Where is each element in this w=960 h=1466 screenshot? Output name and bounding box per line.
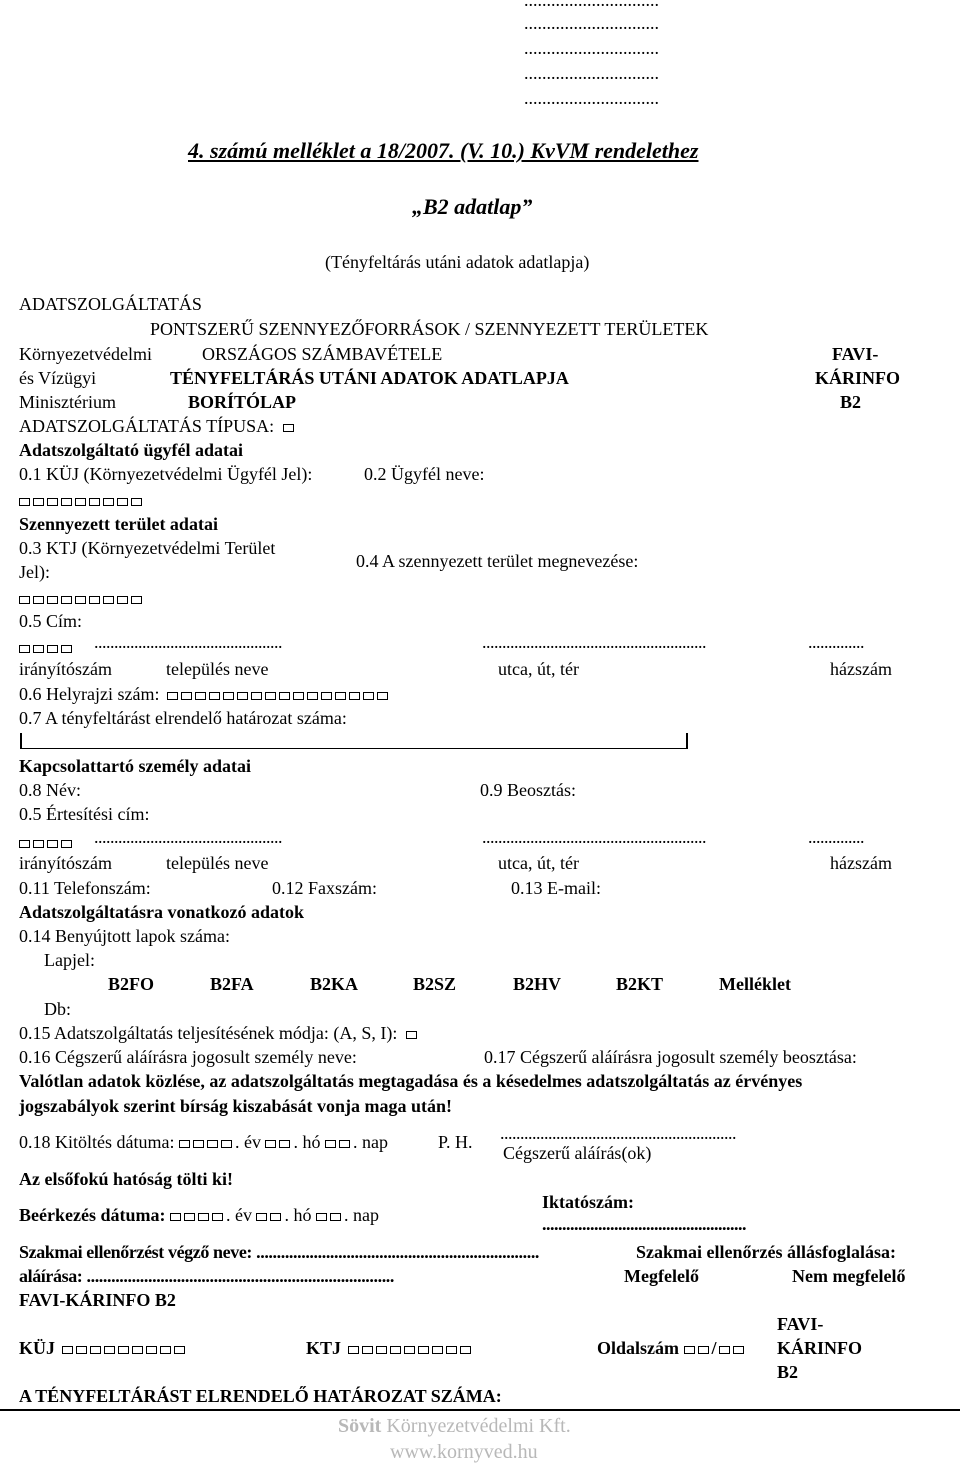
input-box[interactable]: [684, 1346, 695, 1354]
footer-right-2: KÁRINFO: [777, 1338, 862, 1358]
dot-line: ..............................: [524, 88, 659, 108]
arrival-year-boxes[interactable]: [170, 1206, 226, 1224]
input-box[interactable]: [349, 692, 360, 700]
input-box[interactable]: [33, 498, 44, 506]
code-melleklet: Melléklet: [719, 974, 791, 994]
input-box[interactable]: [279, 692, 290, 700]
arrival-day-boxes[interactable]: [316, 1206, 344, 1224]
input-box[interactable]: [376, 1346, 387, 1354]
input-box[interactable]: [47, 645, 58, 653]
fax-label: 0.12 Faxszám:: [272, 878, 377, 898]
input-box[interactable]: [19, 840, 30, 848]
input-box[interactable]: [47, 596, 58, 604]
code-b2fo: B2FO: [108, 974, 155, 994]
code-b2hv: B2HV: [513, 974, 562, 994]
footer-decree: A TÉNYFELTÁRÁST ELRENDELŐ HATÁROZAT SZÁMA:: [19, 1386, 502, 1406]
input-box[interactable]: [432, 1346, 443, 1354]
city-caption: település neve: [166, 659, 269, 679]
footer-kuj-text: KÜJ: [19, 1338, 55, 1358]
input-box[interactable]: [321, 692, 332, 700]
input-box[interactable]: [256, 1213, 267, 1221]
submission-section-title: Adatszolgáltatásra vonatkozó adatok: [19, 902, 305, 922]
input-box[interactable]: [160, 1346, 171, 1354]
contact-city-dots: ...............................................: [94, 827, 282, 847]
input-box[interactable]: [61, 596, 72, 604]
stamp-label: P. H.: [438, 1132, 473, 1152]
notify-label: 0.5 Értesítési cím:: [19, 804, 150, 824]
contact-name-label: 0.8 Név:: [19, 780, 81, 800]
footer-page-text: Oldalszám: [597, 1338, 680, 1358]
dot-line: ..............................: [524, 13, 659, 33]
page-number-boxes[interactable]: [684, 1339, 712, 1357]
footer-ktj: [306, 1339, 474, 1357]
contact-street-caption: utca, út, tér: [498, 853, 579, 873]
input-box[interactable]: [181, 692, 192, 700]
code-b2kt: B2KT: [616, 974, 664, 994]
input-box[interactable]: [221, 1140, 232, 1148]
decree-label: 0.7 A tényfeltárást elrendelő határozat száma:: [19, 708, 347, 728]
lot-label: [19, 685, 391, 703]
house-dots: ..............: [808, 632, 864, 652]
input-box[interactable]: [270, 1213, 281, 1221]
form-title: „B2 adatlap”: [412, 194, 533, 219]
input-box[interactable]: [184, 1213, 195, 1221]
input-box[interactable]: [90, 1346, 101, 1354]
kuj-boxes[interactable]: [19, 491, 145, 509]
center-line-3: BORÍTÓLAP: [188, 392, 297, 412]
footer-kuj: [19, 1339, 188, 1357]
watermark-company: Környezetvédelmi Kft.: [386, 1415, 571, 1437]
center-line-1: ORSZÁGOS SZÁMBAVÉTELE: [202, 344, 443, 364]
input-box[interactable]: [293, 692, 304, 700]
zip-caption: irányítószám: [19, 659, 112, 679]
input-box[interactable]: [131, 498, 142, 506]
type-label-text: ADATSZOLGÁLTATÁS TÍPUSA:: [19, 416, 275, 436]
input-box[interactable]: [118, 1346, 129, 1354]
ktj-label-2: Jel):: [19, 562, 50, 582]
watermark-brand: Sövit: [338, 1415, 382, 1437]
fill-date-text: 0.18 Kitöltés dátuma:: [19, 1132, 175, 1152]
arrival-day-caption: . nap: [343, 1205, 379, 1225]
input-box[interactable]: [75, 498, 86, 506]
input-box[interactable]: [209, 692, 220, 700]
ktj-label-1: 0.3 KTJ (Környezetvédelmi Terület: [19, 538, 276, 558]
contact-zip-caption: irányítószám: [19, 853, 112, 873]
arrival-year-caption: . év: [225, 1205, 252, 1225]
contact-city-caption: település neve: [166, 853, 269, 873]
input-box[interactable]: [460, 1346, 471, 1354]
page-total-boxes[interactable]: [719, 1339, 747, 1357]
input-box[interactable]: [223, 692, 234, 700]
input-box[interactable]: [19, 645, 30, 653]
checker-label: Szakmai ellenőrzést végző neve: .....................................................................: [19, 1242, 540, 1262]
input-box[interactable]: [363, 692, 374, 700]
arrival-month-boxes[interactable]: [256, 1206, 284, 1224]
input-box[interactable]: [19, 596, 30, 604]
page-heading: 4. számú melléklet a 18/2007. (V. 10.) KvVM rendelethez: [188, 138, 699, 163]
street-dots: ........................................................: [482, 632, 706, 652]
input-box[interactable]: [132, 1346, 143, 1354]
city-dots: ...............................................: [94, 632, 282, 652]
input-box[interactable]: [47, 840, 58, 848]
input-box[interactable]: [195, 692, 206, 700]
mode-label: [19, 1024, 420, 1042]
fill-month-boxes[interactable]: [265, 1133, 293, 1151]
input-box[interactable]: [265, 1140, 276, 1148]
warning-line-2: jogszabályok szerint bírság kiszabását vonja maga után!: [19, 1096, 453, 1116]
signer-name-label: 0.16 Cégszerű aláírásra jogosult személy neve:: [19, 1047, 357, 1067]
input-box[interactable]: [377, 692, 388, 700]
decree-field-right: [686, 733, 688, 749]
input-box[interactable]: [89, 498, 100, 506]
input-box[interactable]: [103, 498, 114, 506]
form-subtitle: (Tényfeltárás utáni adatok adatlapja): [325, 252, 590, 272]
input-box[interactable]: [348, 1346, 359, 1354]
input-box[interactable]: [62, 1346, 73, 1354]
ministry-line-1: Környezetvédelmi: [19, 344, 152, 364]
input-box[interactable]: [719, 1346, 730, 1354]
footer-ktj-boxes[interactable]: [348, 1339, 474, 1357]
code-b2ka: B2KA: [310, 974, 359, 994]
registration-dots: ...................................................: [542, 1214, 746, 1234]
lot-label-text: 0.6 Helyrajzi szám:: [19, 684, 160, 704]
input-box[interactable]: [61, 498, 72, 506]
input-box[interactable]: [76, 1346, 87, 1354]
kuj-label: 0.1 KÜJ (Környezetvédelmi Ügyfél Jel):: [19, 464, 313, 484]
input-box[interactable]: [307, 692, 318, 700]
authority-note: Az elsőfokú hatóság tölti ki!: [19, 1169, 234, 1189]
input-box[interactable]: [19, 498, 30, 506]
input-box[interactable]: [117, 498, 128, 506]
input-box[interactable]: [237, 692, 248, 700]
input-box[interactable]: [339, 1140, 350, 1148]
input-box[interactable]: [131, 596, 142, 604]
client-section-title: Adatszolgáltató ügyfél adatai: [19, 440, 243, 460]
arrival-date-text: Beérkezés dátuma:: [19, 1205, 166, 1225]
watermark-line-2: www.kornyved.hu: [390, 1441, 538, 1463]
right-line-1: FAVI-: [832, 344, 879, 364]
decree-field-left: [20, 733, 22, 749]
input-box[interactable]: [279, 1140, 290, 1148]
mode-box[interactable]: [406, 1031, 417, 1039]
type-box[interactable]: [283, 424, 294, 432]
footer-right-3: B2: [777, 1362, 799, 1382]
footer-kuj-boxes[interactable]: [62, 1339, 188, 1357]
client-name-label: 0.2 Ügyfél neve:: [364, 464, 485, 484]
pages-label: 0.14 Benyújtott lapok száma:: [19, 926, 230, 946]
signer-position-label: 0.17 Cégszerű aláírásra jogosult személy beosztása:: [484, 1047, 857, 1067]
watermark-line-1: [338, 1416, 571, 1436]
type-label: [19, 417, 297, 435]
ministry-line-2: és Vízügyi: [19, 368, 97, 388]
input-box[interactable]: [404, 1346, 415, 1354]
code-b2fa: B2FA: [210, 974, 254, 994]
header-pontszeru: PONTSZERŰ SZENNYEZŐFORRÁSOK / SZENNYEZETT TERÜLETEK: [150, 319, 709, 339]
page-slash: /: [711, 1338, 717, 1358]
street-caption: utca, út, tér: [498, 659, 579, 679]
input-box[interactable]: [251, 692, 262, 700]
input-box[interactable]: [198, 1213, 209, 1221]
input-box[interactable]: [104, 1346, 115, 1354]
site-section-title: Szennyezett terület adatai: [19, 514, 218, 534]
input-box[interactable]: [75, 596, 86, 604]
email-label: 0.13 E-mail:: [511, 878, 601, 898]
contact-house-dots: ..............: [808, 827, 864, 847]
input-box[interactable]: [335, 692, 346, 700]
decree-field[interactable]: [22, 748, 686, 749]
header-adatszolg: ADATSZOLGÁLTATÁS: [19, 294, 202, 314]
center-line-2: TÉNYFELTÁRÁS UTÁNI ADATOK ADATLAPJA: [170, 368, 569, 388]
contact-street-dots: ........................................................: [482, 827, 706, 847]
fill-date-label: [19, 1133, 388, 1151]
signature-label: aláírása: ...........................................................................: [19, 1266, 394, 1286]
contact-zip-boxes[interactable]: [19, 833, 75, 851]
contact-section-title: Kapcsolattartó személy adatai: [19, 756, 251, 776]
input-box[interactable]: [698, 1346, 709, 1354]
input-box[interactable]: [33, 645, 44, 653]
footer-page: [597, 1339, 747, 1357]
arrival-month-caption: . hó: [284, 1205, 312, 1225]
input-box[interactable]: [330, 1213, 341, 1221]
dot-line: ..............................: [524, 0, 659, 10]
phone-label: 0.11 Telefonszám:: [19, 878, 151, 898]
right-line-3: B2: [840, 392, 862, 412]
input-box[interactable]: [316, 1213, 327, 1221]
mode-label-text: 0.15 Adatszolgáltatás teljesítésének módja: (A, S, I):: [19, 1023, 398, 1043]
footer-code: FAVI-KÁRINFO B2: [19, 1290, 176, 1310]
input-box[interactable]: [103, 596, 114, 604]
input-box[interactable]: [146, 1346, 157, 1354]
fill-day-caption: . nap: [352, 1132, 388, 1152]
code-b2sz: B2SZ: [413, 974, 457, 994]
warning-line-1: Valótlan adatok közlése, az adatszolgáltatás megtagadása és a késedelmes adatszolgáltatás az érvényes: [19, 1071, 803, 1091]
registration-label: Iktatószám:: [542, 1192, 634, 1212]
input-box[interactable]: [193, 1140, 204, 1148]
db-label: Db:: [44, 999, 71, 1019]
opinion-not-ok[interactable]: Nem megfelelő: [792, 1266, 906, 1286]
input-box[interactable]: [325, 1140, 336, 1148]
opinion-label: Szakmai ellenőrzés állásfoglalása:: [636, 1242, 896, 1262]
input-box[interactable]: [212, 1213, 223, 1221]
input-box[interactable]: [33, 840, 44, 848]
input-box[interactable]: [61, 645, 72, 653]
input-box[interactable]: [117, 596, 128, 604]
fill-year-caption: . év: [234, 1132, 261, 1152]
opinion-ok[interactable]: Megfelelő: [624, 1266, 699, 1286]
ministry-line-3: Minisztérium: [19, 392, 116, 412]
footer-rule: [0, 1409, 960, 1411]
site-name-label: 0.4 A szennyezett terület megnevezése:: [356, 551, 639, 571]
lot-boxes[interactable]: [167, 685, 391, 703]
input-box[interactable]: [733, 1346, 744, 1354]
ktj-boxes[interactable]: [19, 589, 145, 607]
input-box[interactable]: [207, 1140, 218, 1148]
dot-line: ..............................: [524, 38, 659, 58]
lapjel-label: Lapjel:: [44, 950, 95, 970]
input-box[interactable]: [179, 1140, 190, 1148]
input-box[interactable]: [61, 840, 72, 848]
fill-month-caption: . hó: [293, 1132, 321, 1152]
input-box[interactable]: [174, 1346, 185, 1354]
input-box[interactable]: [446, 1346, 457, 1354]
footer-right-1: FAVI-: [777, 1314, 824, 1334]
input-box[interactable]: [265, 692, 276, 700]
input-box[interactable]: [47, 498, 58, 506]
address-label: 0.5 Cím:: [19, 611, 83, 631]
footer-ktj-text: KTJ: [306, 1338, 342, 1358]
dot-line: ..............................: [524, 63, 659, 83]
input-box[interactable]: [167, 692, 178, 700]
house-caption: házszám: [830, 659, 892, 679]
fill-year-boxes[interactable]: [179, 1133, 235, 1151]
fill-day-boxes[interactable]: [325, 1133, 353, 1151]
input-box[interactable]: [33, 596, 44, 604]
input-box[interactable]: [170, 1213, 181, 1221]
contact-position-label: 0.9 Beosztás:: [480, 780, 576, 800]
right-line-2: KÁRINFO: [815, 368, 900, 388]
signature-caption: Cégszerű aláírás(ok): [503, 1143, 652, 1163]
input-box[interactable]: [362, 1346, 373, 1354]
input-box[interactable]: [418, 1346, 429, 1354]
contact-house-caption: házszám: [830, 853, 892, 873]
input-box[interactable]: [390, 1346, 401, 1354]
input-box[interactable]: [89, 596, 100, 604]
arrival-date-label: [19, 1206, 379, 1224]
zip-boxes[interactable]: [19, 638, 75, 656]
signature-dots: ...........................................................: [500, 1123, 736, 1143]
